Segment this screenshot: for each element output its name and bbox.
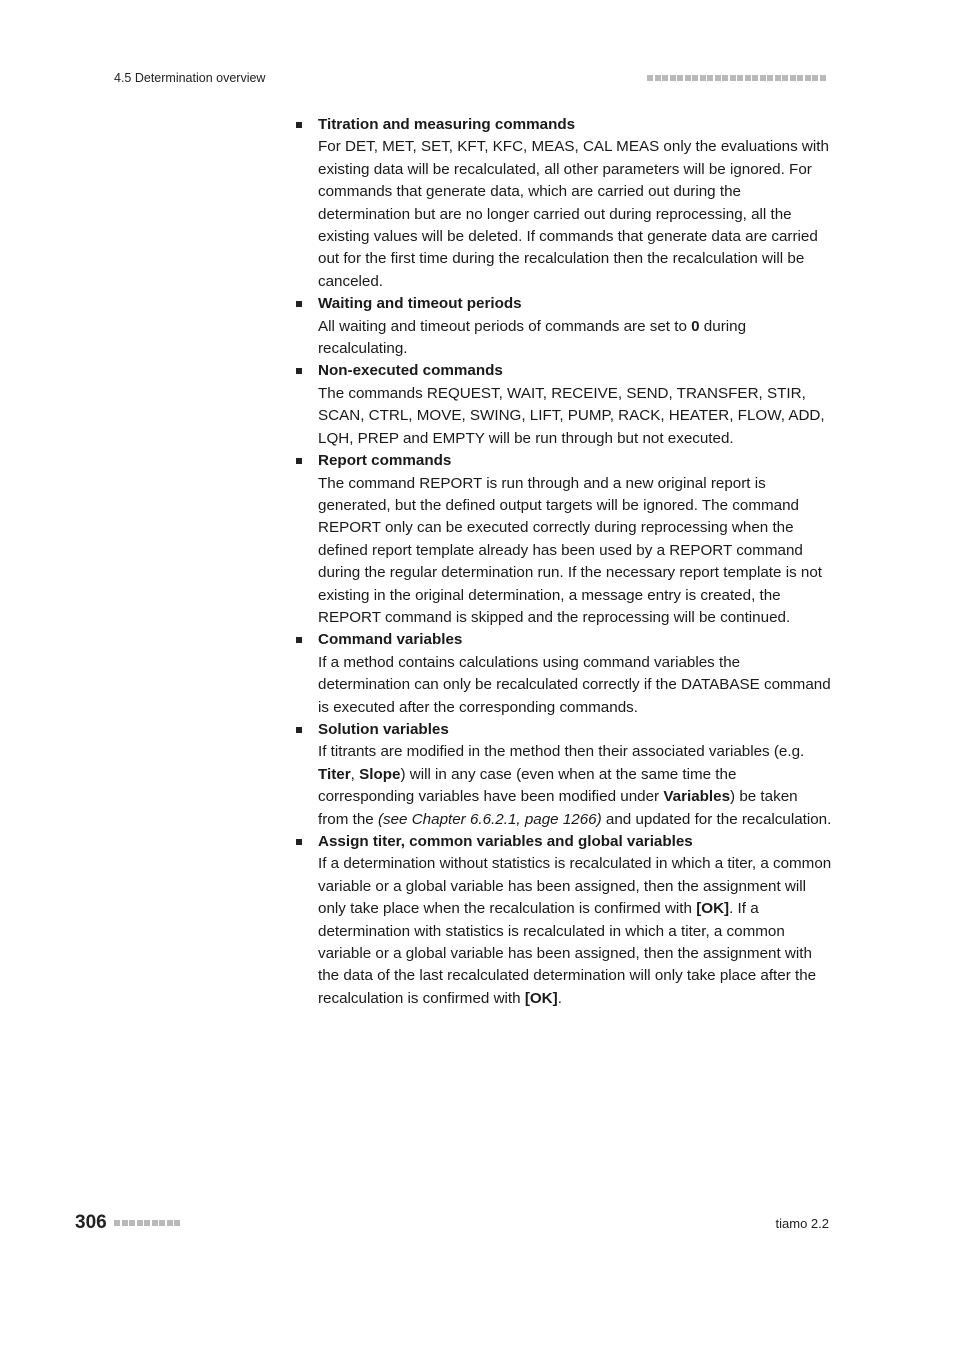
list-item-title: Report commands	[318, 452, 452, 470]
list-item-title: Waiting and timeout periods	[318, 295, 522, 313]
bullet-square-icon	[296, 839, 302, 845]
body-text: The commands REQUEST, WAIT, RECEIVE, SEND, TRANSFER, STIR, SCAN, CTRL, MOVE, SWING, LIFT, PUMP, RACK, HEATER, FLOW, ADD, LQH, PREP and EMPTY will be run through but not executed.	[318, 384, 825, 447]
dot-square	[715, 75, 721, 81]
list-item-title: Assign titer, common variables and global variables	[318, 833, 693, 850]
list-item-body	[318, 741, 832, 831]
dot-square	[782, 75, 788, 81]
dot-square	[797, 75, 803, 81]
dot-square	[805, 75, 811, 81]
dot-square	[152, 1220, 158, 1226]
list-item	[318, 450, 832, 629]
dot-square	[812, 75, 818, 81]
body-text: ) will in any case (even when at the same time the corresponding variables have been modified under	[318, 765, 737, 806]
dot-square	[662, 75, 668, 81]
dot-square	[692, 75, 698, 81]
list-item-title: Command variables	[318, 631, 463, 649]
emphasis-text: Slope	[359, 765, 401, 783]
list-item	[318, 831, 832, 1010]
emphasis-text: [OK]	[524, 989, 558, 1007]
emphasis-text: Titer	[318, 765, 351, 783]
dot-square	[670, 75, 676, 81]
dot-square	[159, 1220, 165, 1226]
cross-reference: (see Chapter 6.6.2.1, page 1266)	[377, 810, 602, 828]
page-number: 306	[75, 1212, 107, 1233]
body-text: For DET, MET, SET, KFT, KFC, MEAS, CAL MEAS only the evaluations with existing data will be recalculated, all other parameters will be ignored. For commands that generate data, which are carried out during the determination but are no longer carried out during reprocessing, all the existing values will be deleted. If commands that generate data are carried out for the first time during the recalculation then the recalculation will be canceled.	[318, 138, 829, 290]
dot-square	[820, 75, 826, 81]
dot-square	[745, 75, 751, 81]
dot-square	[775, 75, 781, 81]
dot-square	[167, 1220, 173, 1226]
dot-square	[752, 75, 758, 81]
emphasis-text: Variables	[663, 788, 731, 806]
header-dot-decoration	[647, 75, 826, 81]
dot-square	[722, 75, 728, 81]
bullet-square-icon	[296, 122, 302, 128]
list-item-body	[318, 652, 832, 719]
dot-square	[122, 1220, 128, 1226]
list-item-body	[318, 316, 832, 361]
list-item	[318, 719, 832, 831]
dot-square	[647, 75, 653, 81]
dot-square	[760, 75, 766, 81]
dot-square	[114, 1220, 120, 1226]
dot-square	[137, 1220, 143, 1226]
footer-product-name: tiamo 2.2	[775, 1216, 829, 1231]
list-item-title: Solution variables	[318, 720, 449, 738]
dot-square	[737, 75, 743, 81]
list-item-title: Non-executed commands	[318, 362, 503, 380]
body-text: If a determination without statistics is recalculated in which a titer, a common variable or a global variable has been assigned, then the assignment will only take place when the recalculation is confirmed with	[318, 855, 832, 918]
emphasis-text: [OK]	[696, 900, 730, 918]
running-header-section: 4.5 Determination overview	[114, 71, 266, 85]
list-item-body	[318, 853, 832, 1010]
dot-square	[685, 75, 691, 81]
body-text: ,	[350, 765, 360, 783]
bullet-square-icon	[296, 301, 302, 307]
bullet-list	[318, 114, 832, 1010]
dot-square	[730, 75, 736, 81]
list-item-title: Titration and measuring commands	[318, 116, 576, 133]
body-text: during recalculating.	[318, 317, 747, 358]
list-item-body	[318, 383, 832, 450]
list-item-body	[318, 473, 832, 630]
body-text: If a method contains calculations using command variables the determination can only be recalculated correctly if the DATABASE command is executed after the corresponding commands.	[318, 653, 831, 716]
dot-square	[174, 1220, 180, 1226]
bullet-square-icon	[296, 368, 302, 374]
dot-square	[707, 75, 713, 81]
body-text: ) be taken from the	[318, 788, 798, 828]
dot-square	[129, 1220, 135, 1226]
body-text: The command REPORT is run through and a new original report is generated, but the defined output targets will be ignored. The command REPORT only can be executed correctly during reprocessing when the defined report template already has been used by a REPORT command during the regular determination run. If the necessary report template is not existing in the original determination, a message entry is created, the REPORT command is skipped and the reprocessing will be continued.	[318, 474, 822, 626]
list-item	[318, 114, 832, 293]
list-item-body	[318, 136, 832, 293]
body-text: .	[557, 989, 562, 1007]
dot-square	[767, 75, 773, 81]
dot-square	[144, 1220, 150, 1226]
bullet-square-icon	[296, 458, 302, 464]
bullet-square-icon	[296, 727, 302, 733]
dot-square	[790, 75, 796, 81]
emphasis-text: 0	[691, 317, 700, 335]
bullet-square-icon	[296, 637, 302, 643]
body-text: . If a determination with statistics is recalculated in which a titer, a common variable or a global variable has been assigned, then the assignment with the data of the last recalculated determination will only take place after the recalculation is confirmed with	[318, 900, 817, 1007]
list-item	[318, 629, 832, 719]
dot-square	[700, 75, 706, 81]
list-item	[318, 360, 832, 450]
body-text: All waiting and timeout periods of commands are set to	[318, 317, 692, 335]
dot-square	[655, 75, 661, 81]
body-text: and updated for the recalculation.	[601, 810, 832, 828]
list-item	[318, 293, 832, 360]
body-text: If titrants are modified in the method then their associated variables (e.g.	[318, 743, 805, 761]
footer-dot-decoration	[114, 1220, 180, 1226]
dot-square	[677, 75, 683, 81]
